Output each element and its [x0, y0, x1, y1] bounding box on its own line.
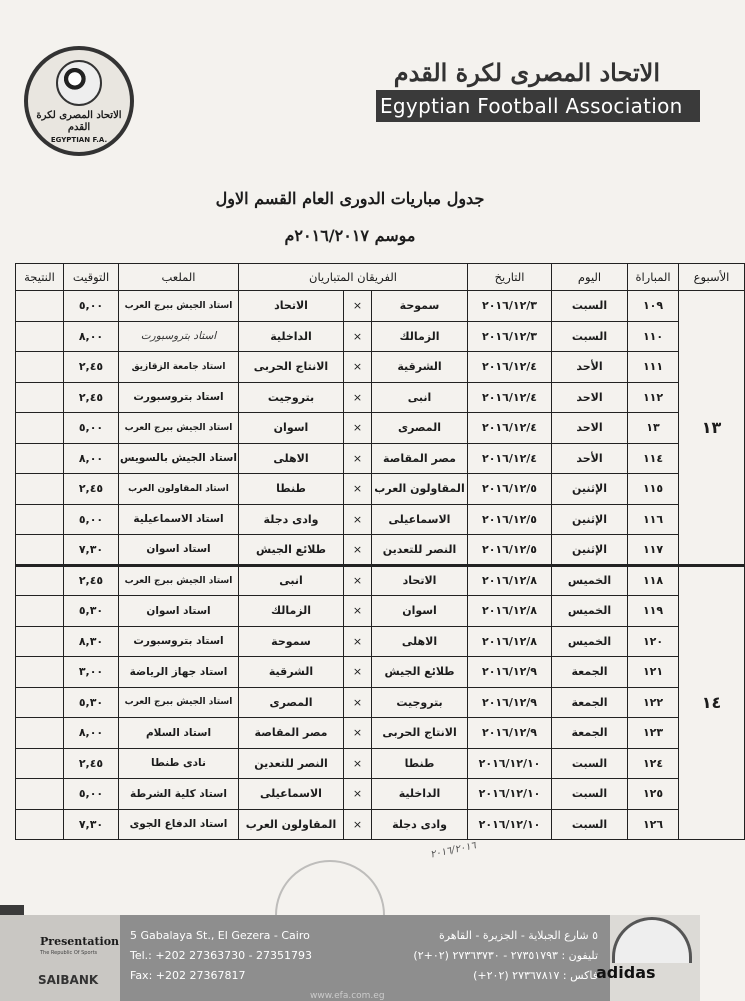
- match-date: ٢٠١٦/١٢/١٠: [468, 748, 552, 779]
- match-date: ٢٠١٦/١٢/٨: [468, 565, 552, 596]
- week-number: ١٤: [679, 565, 745, 840]
- stadium: استاد الجيش بالسويس: [119, 443, 239, 474]
- match-result: [16, 321, 64, 352]
- vs-mark: ×: [344, 321, 372, 352]
- match-day: الاحد: [552, 413, 628, 444]
- address-english: 5 Gabalaya St., El Gezera - Cairo: [130, 929, 310, 942]
- match-result: [16, 657, 64, 688]
- fixtures-table: [15, 263, 745, 840]
- logo-english-text: EGYPTIAN F.A.: [50, 136, 108, 144]
- match-day: الخميس: [552, 565, 628, 596]
- kickoff-time: ٧,٣٠: [64, 809, 119, 840]
- match-result: [16, 718, 64, 749]
- match-day: السبت: [552, 779, 628, 810]
- match-date: ٢٠١٦/١٢/٨: [468, 596, 552, 627]
- match-result: [16, 291, 64, 322]
- home-team: الانتاج الحربى: [372, 718, 468, 749]
- col-teams: الفريقان المتباريان: [239, 264, 468, 291]
- match-number: ١١١: [628, 352, 679, 383]
- vs-mark: ×: [344, 535, 372, 566]
- match-result: [16, 626, 64, 657]
- home-team: الزمالك: [372, 321, 468, 352]
- stadium: نادى طنطا: [119, 748, 239, 779]
- kickoff-time: ٨,٣٠: [64, 626, 119, 657]
- away-team: طلائع الجيش: [239, 535, 344, 566]
- away-team: اسوان: [239, 413, 344, 444]
- match-number: ١٢٠: [628, 626, 679, 657]
- match-date: ٢٠١٦/١٢/٥: [468, 474, 552, 505]
- table-row: [16, 565, 745, 596]
- week-number: ١٣: [679, 291, 745, 566]
- kickoff-time: ٢,٤٥: [64, 352, 119, 383]
- match-date: ٢٠١٦/١٢/٥: [468, 504, 552, 535]
- away-team: الاسماعيلى: [239, 779, 344, 810]
- home-team: الداخلية: [372, 779, 468, 810]
- org-name-english: Egyptian Football Association: [376, 90, 700, 122]
- stadium: استاد بتروسبورت: [119, 321, 239, 352]
- match-result: [16, 596, 64, 627]
- fax-english: Fax: +202 27367817: [130, 969, 246, 982]
- efa-badge-icon: [612, 917, 692, 963]
- match-number: ١١٩: [628, 596, 679, 627]
- home-team: مصر المقاصة: [372, 443, 468, 474]
- match-number: ١٢٢: [628, 687, 679, 718]
- season-title: موسم ٢٠١٦/٢٠١٧م: [284, 226, 416, 245]
- org-name-arabic: الاتحاد المصرى لكرة القدم: [393, 58, 660, 87]
- kickoff-time: ٢,٤٥: [64, 748, 119, 779]
- table-row: [16, 535, 745, 566]
- vs-mark: ×: [344, 718, 372, 749]
- col-stadium: الملعب: [119, 264, 239, 291]
- tel-arabic: تليفون : ٢٧٣٥١٧٩٣ - ٢٧٣٦٣٧٣٠ (٠٢+٢): [413, 949, 598, 962]
- away-team: الانتاج الحربى: [239, 352, 344, 383]
- vs-mark: ×: [344, 382, 372, 413]
- col-result: النتيجة: [16, 264, 64, 291]
- vs-mark: ×: [344, 687, 372, 718]
- match-day: السبت: [552, 748, 628, 779]
- match-result: [16, 504, 64, 535]
- tel-english: Tel.: +202 27363730 - 27351793: [130, 949, 313, 962]
- home-team: اسوان: [372, 596, 468, 627]
- kickoff-time: ٥,٣٠: [64, 687, 119, 718]
- match-number: ١٢٤: [628, 748, 679, 779]
- match-number: ١١٥: [628, 474, 679, 505]
- vs-mark: ×: [344, 565, 372, 596]
- efa-logo: [24, 46, 134, 156]
- home-team: الاتحاد: [372, 565, 468, 596]
- away-team: مصر المقاصة: [239, 718, 344, 749]
- col-date: التاريخ: [468, 264, 552, 291]
- vs-mark: ×: [344, 657, 372, 688]
- match-day: الجمعة: [552, 718, 628, 749]
- vs-mark: ×: [344, 626, 372, 657]
- match-result: [16, 443, 64, 474]
- away-team: النصر للتعدين: [239, 748, 344, 779]
- address-arabic: ٥ شارع الجبلاية - الجزيرة - القاهرة: [438, 929, 598, 942]
- vs-mark: ×: [344, 291, 372, 322]
- match-date: ٢٠١٦/١٢/١٠: [468, 809, 552, 840]
- match-date: ٢٠١٦/١٢/٨: [468, 626, 552, 657]
- table-row: [16, 779, 745, 810]
- table-row: [16, 596, 745, 627]
- home-team: الاهلى: [372, 626, 468, 657]
- match-number: ١١٦: [628, 504, 679, 535]
- vs-mark: ×: [344, 474, 372, 505]
- match-number: ١٢٦: [628, 809, 679, 840]
- match-result: [16, 565, 64, 596]
- col-match: المباراة: [628, 264, 679, 291]
- vs-mark: ×: [344, 779, 372, 810]
- stadium: استاد كلية الشرطة: [119, 779, 239, 810]
- away-team: طنطا: [239, 474, 344, 505]
- table-row: [16, 657, 745, 688]
- home-team: وادى دجلة: [372, 809, 468, 840]
- match-date: ٢٠١٦/١٢/٤: [468, 382, 552, 413]
- home-team: النصر للتعدين: [372, 535, 468, 566]
- sponsor-panel: [0, 915, 120, 1001]
- logo-arabic-text: الاتحاد المصرى لكرة القدم: [36, 110, 122, 133]
- match-day: الأحد: [552, 352, 628, 383]
- match-day: السبت: [552, 291, 628, 322]
- sponsor-presentation: Presentation: [40, 935, 120, 948]
- col-week: الأسبوع: [679, 264, 745, 291]
- match-date: ٢٠١٦/١٢/١٠: [468, 779, 552, 810]
- match-date: ٢٠١٦/١٢/٩: [468, 657, 552, 688]
- kickoff-time: ٣,٠٠: [64, 657, 119, 688]
- kickoff-time: ٢,٤٥: [64, 565, 119, 596]
- stadium: استاد الدفاع الجوى: [119, 809, 239, 840]
- match-result: [16, 535, 64, 566]
- table-row: [16, 626, 745, 657]
- match-number: ١٢١: [628, 657, 679, 688]
- vs-mark: ×: [344, 596, 372, 627]
- table-row: [16, 413, 745, 444]
- stadium: استاد الجيش ببرج العرب: [119, 413, 239, 444]
- match-date: ٢٠١٦/١٢/٩: [468, 718, 552, 749]
- sponsor-saibank: SAIBANK: [38, 973, 99, 987]
- table-row: [16, 321, 745, 352]
- football-icon: [56, 60, 102, 106]
- match-date: ٢٠١٦/١٢/٤: [468, 443, 552, 474]
- stadium: استاد اسوان: [119, 535, 239, 566]
- table-row: [16, 443, 745, 474]
- match-result: [16, 413, 64, 444]
- kickoff-time: ٥,٠٠: [64, 291, 119, 322]
- away-team: الداخلية: [239, 321, 344, 352]
- match-day: الاحد: [552, 382, 628, 413]
- stadium: استاد الجيش ببرج العرب: [119, 565, 239, 596]
- home-team: طنطا: [372, 748, 468, 779]
- table-row: [16, 504, 745, 535]
- table-row: [16, 687, 745, 718]
- match-result: [16, 352, 64, 383]
- kickoff-time: ٥,٣٠: [64, 596, 119, 627]
- table-row: [16, 748, 745, 779]
- match-result: [16, 779, 64, 810]
- match-date: ٢٠١٦/١٢/٣: [468, 291, 552, 322]
- match-day: الجمعة: [552, 687, 628, 718]
- match-number: ١٣: [628, 413, 679, 444]
- stadium: استاد الجيش ببرج العرب: [119, 291, 239, 322]
- stadium: استاد الجيش ببرج العرب: [119, 687, 239, 718]
- table-row: [16, 809, 745, 840]
- stadium: استاد الاسماعيلية: [119, 504, 239, 535]
- match-day: الإثنين: [552, 535, 628, 566]
- match-result: [16, 748, 64, 779]
- stadium: استاد بتروسبورت: [119, 382, 239, 413]
- away-team: الشرقية: [239, 657, 344, 688]
- match-number: ١٠٩: [628, 291, 679, 322]
- kickoff-time: ٨,٠٠: [64, 443, 119, 474]
- kickoff-time: ٢,٤٥: [64, 474, 119, 505]
- kickoff-time: ٥,٠٠: [64, 779, 119, 810]
- match-number: ١١٨: [628, 565, 679, 596]
- match-number: ١١٠: [628, 321, 679, 352]
- match-date: ٢٠١٦/١٢/٩: [468, 687, 552, 718]
- match-number: ١١٢: [628, 382, 679, 413]
- away-team: سموحة: [239, 626, 344, 657]
- away-team: المصرى: [239, 687, 344, 718]
- match-number: ١٢٥: [628, 779, 679, 810]
- away-team: وادى دجلة: [239, 504, 344, 535]
- stadium: استاد بتروسبورت: [119, 626, 239, 657]
- footer: [0, 915, 700, 1001]
- table-row: [16, 382, 745, 413]
- stadium: استاد اسوان: [119, 596, 239, 627]
- away-team: انبى: [239, 565, 344, 596]
- away-team: الزمالك: [239, 596, 344, 627]
- match-day: الخميس: [552, 596, 628, 627]
- home-team: الشرقية: [372, 352, 468, 383]
- match-result: [16, 687, 64, 718]
- kickoff-time: ٨,٠٠: [64, 321, 119, 352]
- match-result: [16, 382, 64, 413]
- vs-mark: ×: [344, 443, 372, 474]
- website: www.efa.com.eg: [310, 991, 385, 1001]
- handwritten-note: ٢٠١٦/٢٠١٦: [429, 840, 477, 861]
- home-team: الاسماعيلى: [372, 504, 468, 535]
- vs-mark: ×: [344, 504, 372, 535]
- match-result: [16, 809, 64, 840]
- table-row: [16, 474, 745, 505]
- table-header-row: [16, 264, 745, 291]
- vs-mark: ×: [344, 748, 372, 779]
- match-day: السبت: [552, 321, 628, 352]
- match-number: ١١٧: [628, 535, 679, 566]
- kickoff-time: ٧,٣٠: [64, 535, 119, 566]
- home-team: بتروجيت: [372, 687, 468, 718]
- home-team: المصرى: [372, 413, 468, 444]
- kickoff-time: ٢,٤٥: [64, 382, 119, 413]
- match-day: الجمعة: [552, 657, 628, 688]
- away-team: الاتحاد: [239, 291, 344, 322]
- match-day: الخميس: [552, 626, 628, 657]
- match-day: السبت: [552, 809, 628, 840]
- vs-mark: ×: [344, 352, 372, 383]
- vs-mark: ×: [344, 413, 372, 444]
- table-row: [16, 718, 745, 749]
- document-title: جدول مباريات الدورى العام القسم الاول: [215, 189, 485, 208]
- home-team: انبى: [372, 382, 468, 413]
- match-date: ٢٠١٦/١٢/٤: [468, 413, 552, 444]
- match-day: الأحد: [552, 443, 628, 474]
- away-team: المقاولون العرب: [239, 809, 344, 840]
- match-date: ٢٠١٦/١٢/٥: [468, 535, 552, 566]
- stadium: استاد جهاز الرياضة: [119, 657, 239, 688]
- kickoff-time: ٥,٠٠: [64, 504, 119, 535]
- home-team: سموحة: [372, 291, 468, 322]
- match-date: ٢٠١٦/١٢/٣: [468, 321, 552, 352]
- away-team: الاهلى: [239, 443, 344, 474]
- match-result: [16, 474, 64, 505]
- fax-arabic: فاكس : ٢٧٣٦٧٨١٧ (٢٠٢+): [473, 969, 598, 982]
- match-day: الإثنين: [552, 504, 628, 535]
- adidas-logo: adidas: [596, 963, 656, 982]
- match-date: ٢٠١٦/١٢/٤: [468, 352, 552, 383]
- match-day: الإثنين: [552, 474, 628, 505]
- contact-panel: [120, 915, 610, 1001]
- vs-mark: ×: [344, 809, 372, 840]
- match-number: ١١٤: [628, 443, 679, 474]
- kickoff-time: ٥,٠٠: [64, 413, 119, 444]
- sponsor-presentation-sub: The Republic Of Sports: [40, 950, 98, 956]
- table-row: [16, 291, 745, 322]
- stadium: استاد السلام: [119, 718, 239, 749]
- stadium: استاد المقاولون العرب: [119, 474, 239, 505]
- home-team: طلائع الجيش: [372, 657, 468, 688]
- away-team: بتروجيت: [239, 382, 344, 413]
- match-number: ١٢٣: [628, 718, 679, 749]
- table-row: [16, 352, 745, 383]
- col-day: اليوم: [552, 264, 628, 291]
- stadium: استاد جامعة الزقازيق: [119, 352, 239, 383]
- col-time: التوقيت: [64, 264, 119, 291]
- kickoff-time: ٨,٠٠: [64, 718, 119, 749]
- home-team: المقاولون العرب: [372, 474, 468, 505]
